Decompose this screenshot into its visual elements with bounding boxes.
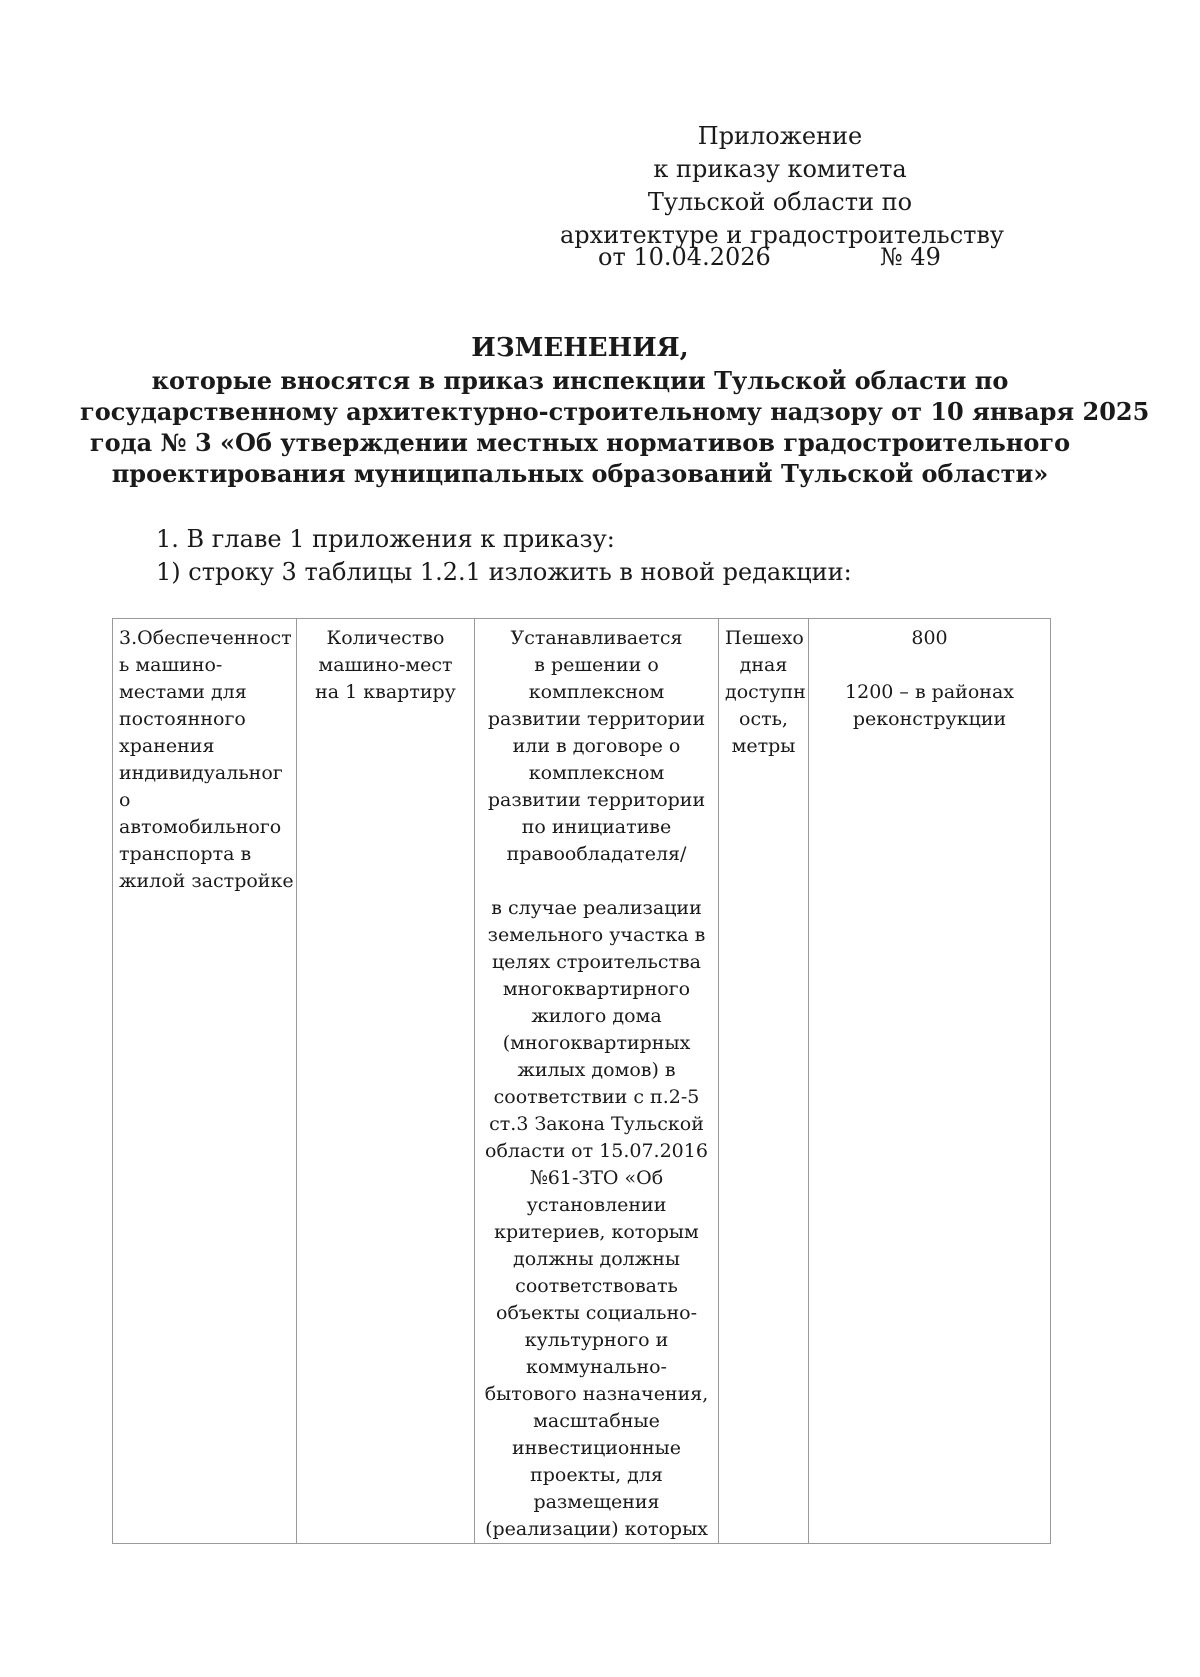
cell-text-line: транспорта в [119,843,252,865]
cell-text-line: проекты, для [530,1464,663,1486]
title-heading: ИЗМЕНЕНИЯ, [471,333,689,363]
cell-text-line: комплексном [528,762,665,784]
cell-text-line: 1200 – в районах [845,681,1014,703]
appendix-line: архитектуре и градостроительству [560,221,1005,249]
appendix-line: Тульской области по [647,188,913,216]
appendix-header [560,120,1005,252]
cell-text-line: целях строительства [491,951,702,973]
cell-text-line: постоянного [119,708,246,730]
accessibility-cell [719,619,809,1544]
value-cell [809,619,1051,1544]
appendix-line: к приказу комитета [653,155,907,183]
cell-text-line: соответствовать [515,1275,678,1297]
appendix-line: Приложение [697,122,863,150]
cell-text-line: коммунально- [526,1356,667,1378]
cell-text-line: развитии территории [487,789,706,811]
cell-text-line: №61-ЗТО «Об [529,1167,664,1189]
order-date: от 10.04.2026 [598,243,771,271]
cell-text-line: в решении о [534,654,659,676]
cell-text-line: культурного и [524,1329,669,1351]
cell-text-line: бытового назначения, [484,1383,709,1405]
cell-text-line: развитии территории [487,708,706,730]
cell-text-line: доступн [725,681,806,703]
title-line: проектирования муниципальных образований Тульской области» [111,459,1049,488]
cell-text-line: жилого дома [531,1005,662,1027]
cell-text-line: объекты социально- [496,1302,697,1324]
norm-value: 800 [911,627,948,649]
cell-text-line: (реализации) которых [485,1518,708,1540]
cell-text-line: масштабные [533,1410,660,1432]
paragraph-1: 1. В главе 1 приложения к приказу: [156,525,615,553]
paragraph-2: 1) строку 3 таблицы 1.2.1 изложить в новой редакции: [156,558,852,586]
order-number: № 49 [880,243,941,271]
cell-text-line: реконструкции [852,708,1007,730]
cell-text-line: соответствии с п.2-5 [493,1086,700,1108]
cell-text-line: хранения [119,735,215,757]
cell-text-line: ь машино- [119,654,223,676]
cell-text-line: (многоквартирных [502,1032,691,1054]
cell-text-line: области от 15.07.2016 [485,1140,708,1162]
cell-text-line: правообладателя/ [506,843,687,865]
cell-text-line: размещения [533,1491,660,1513]
cell-text-line: метры [731,735,796,757]
cell-text-line: критериев, которым [494,1221,699,1243]
title-line: которые вносятся в приказ инспекции Тульской области по [151,366,1009,395]
condition-part-2 [481,895,712,1543]
cell-text-line: должны должны [513,1248,680,1270]
title-line: государственному архитектурно-строительному надзору от 10 января 2025 [80,397,1150,426]
cell-text-line: многоквартирного [502,978,691,1000]
cell-text-line: автомобильного [119,816,282,838]
cell-text-line: инвестиционные [511,1437,682,1459]
cell-text-line: или в договоре о [512,735,681,757]
cell-text-line: дная [739,654,788,676]
cell-text-line: комплексном [528,681,665,703]
document-title [80,333,1150,489]
unit-cell [297,619,475,1544]
cell-text-line: о [119,789,131,811]
cell-text-line: на 1 квартиру [315,681,456,703]
table-row [113,619,1051,1544]
cell-text-line: жилых домов) в [517,1059,676,1081]
cell-text-line: ость, [739,708,788,730]
condition-cell [475,619,719,1544]
cell-text-line: жилой застройке [119,870,294,892]
cell-text-line: местами для [119,681,247,703]
norm-value-note [815,679,1044,733]
cell-text-line: индивидуальног [119,762,283,784]
title-line: года № 3 «Об утверждении местных нормативов градостроительного [89,428,1071,457]
cell-text-line: 3.Обеспеченност [119,627,292,649]
cell-text-line: по инициативе [521,816,672,838]
cell-text-line: Количество [326,627,445,649]
indicator-cell [113,619,297,1544]
cell-text-line: машино-мест [318,654,453,676]
cell-text-line: в случае реализации [491,897,702,919]
condition-part-1 [481,625,712,868]
cell-text-line: земельного участка в [487,924,706,946]
cell-text-line: ст.3 Закона Тульской [489,1113,704,1135]
cell-text-line: Пешехо [725,627,804,649]
cell-text-line: установлении [526,1194,667,1216]
norms-table [112,618,1051,1544]
cell-text-line: Устанавливается [510,627,683,649]
